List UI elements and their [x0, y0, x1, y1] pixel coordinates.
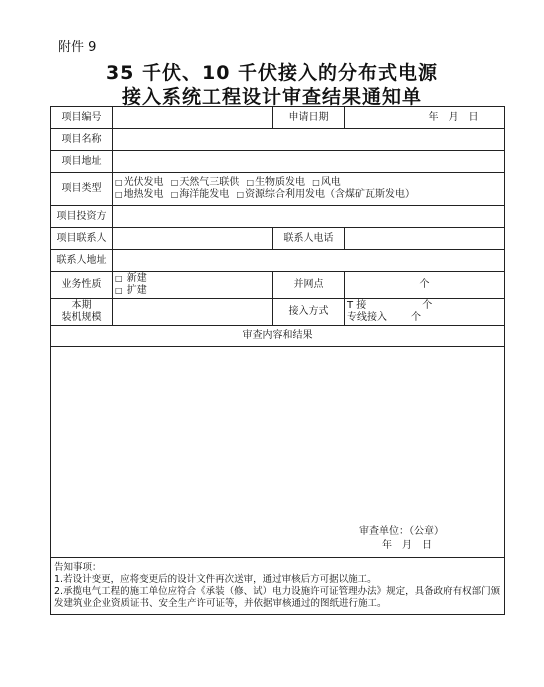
- form-row-business: [51, 272, 505, 299]
- project-no-field[interactable]: [113, 107, 273, 129]
- type-option[interactable]: □资源综合利用发电（含煤矿瓦斯发电）: [236, 189, 416, 200]
- form-row-project-type: [51, 173, 505, 206]
- project-address-field[interactable]: [113, 151, 505, 173]
- contact-address-label: 联系人地址: [51, 250, 113, 272]
- access-mode-field[interactable]: T 接 个 专线接入 个: [345, 299, 505, 326]
- form-row-notice: [51, 558, 505, 615]
- contact-field[interactable]: [113, 228, 273, 250]
- access-mode-label: 接入方式: [273, 299, 345, 326]
- apply-date-field[interactable]: 年 月 日: [345, 107, 505, 129]
- type-option[interactable]: □风电: [312, 177, 341, 188]
- grid-point-field[interactable]: 个: [345, 272, 505, 299]
- investor-field[interactable]: [113, 206, 505, 228]
- form-row-investor: [51, 206, 505, 228]
- project-address-label: 项目地址: [51, 151, 113, 173]
- form-row-project-name: [51, 129, 505, 151]
- document-title-line-2: 接入系统工程设计审查结果通知单: [121, 86, 422, 108]
- attachment-label: 附件 9: [58, 40, 97, 55]
- project-name-field[interactable]: [113, 129, 505, 151]
- document-title-line-1: 35 千伏、10 千伏接入的分布式电源: [105, 62, 439, 84]
- form-row-project-no: [51, 107, 505, 129]
- business-option-expand[interactable]: □ 扩建: [115, 285, 147, 296]
- contact-label: 项目联系人: [51, 228, 113, 250]
- contact-phone-field[interactable]: [345, 228, 505, 250]
- business-option-new[interactable]: □ 新建: [115, 273, 147, 284]
- notice-section: [51, 558, 505, 615]
- capacity-label: 本期 装机规模: [51, 299, 113, 326]
- grid-point-label: 并网点: [273, 272, 345, 299]
- review-header: 审查内容和结果: [51, 326, 505, 347]
- business-options: [113, 272, 273, 299]
- project-type-label: 项目类型: [51, 173, 113, 206]
- type-option[interactable]: □海洋能发电: [170, 189, 230, 200]
- form-row-review-header: [51, 326, 505, 347]
- form-row-contact-address: [51, 250, 505, 272]
- type-option[interactable]: □生物质发电: [246, 177, 306, 188]
- business-nature-label: 业务性质: [51, 272, 113, 299]
- review-content-area[interactable]: [51, 347, 505, 558]
- notice-item-1: 1.若设计变更，应将变更后的设计文件再次送审，通过审核后方可据以施工。: [54, 574, 377, 585]
- form-row-contact: [51, 228, 505, 250]
- type-option[interactable]: □光伏发电: [115, 177, 164, 188]
- form-row-capacity: [51, 299, 505, 326]
- project-no-label: 项目编号: [51, 107, 113, 129]
- review-date-label: 年 月 日: [382, 540, 432, 551]
- project-name-label: 项目名称: [51, 129, 113, 151]
- contact-address-field[interactable]: [113, 250, 505, 272]
- project-type-options: [113, 173, 505, 206]
- form-row-review-body: [51, 347, 505, 558]
- contact-phone-label: 联系人电话: [273, 228, 345, 250]
- type-option[interactable]: □地热发电: [115, 189, 164, 200]
- notice-item-2: 2.承揽电气工程的施工单位应符合《承装（修、试）电力设施许可证管理办法》规定，具备政府有权部门颁发建筑业企业资质证书、安全生产许可证等，并依据审核通过的图纸进行施工。: [54, 586, 501, 609]
- type-option[interactable]: □天然气三联供: [170, 177, 240, 188]
- apply-date-label: 申请日期: [273, 107, 345, 129]
- investor-label: 项目投资方: [51, 206, 113, 228]
- capacity-field[interactable]: [113, 299, 273, 326]
- review-unit-label: 审查单位：（公章）: [359, 526, 444, 537]
- review-result-form: [50, 106, 505, 615]
- notice-title: 告知事项：: [54, 562, 102, 573]
- form-row-project-address: [51, 151, 505, 173]
